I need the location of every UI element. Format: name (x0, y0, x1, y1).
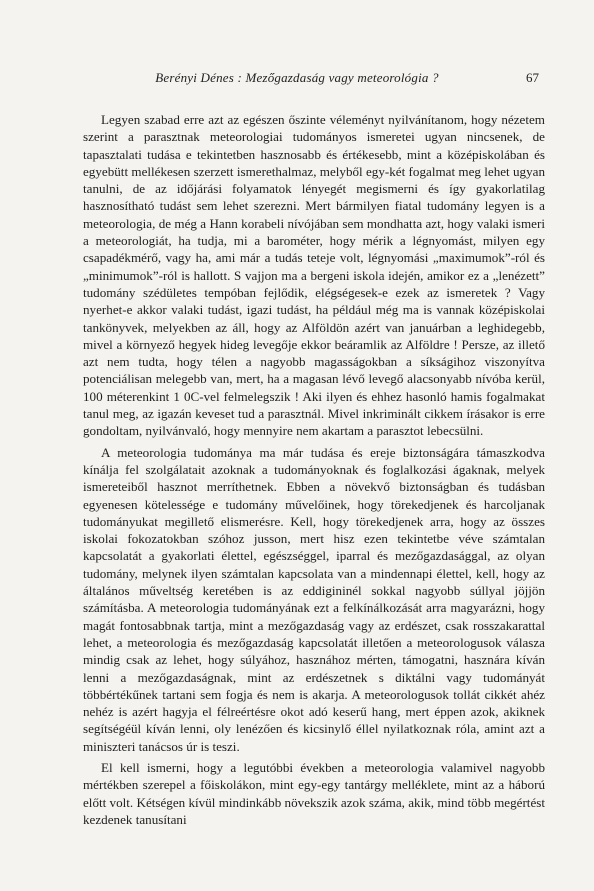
running-title: Berényi Dénes : Mezőgazdaság vagy meteorológia ? (155, 70, 439, 85)
page-number: 67 (526, 70, 539, 85)
paragraph-3: El kell ismerni, hogy a legutóbbi években a meteorologia valamivel nagyobb mértékben szerepel a főiskolákon, mint egy-egy tantárgy melléklete, mint az a háború előtt volt. Kétségen kívül mindinkább növekszik azok száma, akik, mind több megértést kezdenek tanusítani (83, 759, 545, 827)
paragraph-1: Legyen szabad erre azt az egészen őszinte véleményt nyilvánítanom, hogy nézetem szerint a parasztnak meteorologiai tudományos ismeretei ugyan nincsenek, de tapasztalati tudása e tekintetben hasznosabb és értékesebb, mint a középiskolában és egyebütt mellékesen szerzett ismerethalmaz, melyből egy-két fogalmat meg lehet ugyan tanulni, de az időjárási folyamatok lényegét megismerni és így gyakorlatilag hasznosítható tudást sem lehet szerezni. Mert bármilyen fiatal tudomány legyen is a meteorologia, de még a Hann korabeli nívójában sem mondhatta azt, hogy valaki ismeri a meteorologiát, ha tudja, mi a barométer, hogy mérik a légnyomást, milyen egy csapadékmérő, vagy ha, ami már a tudás teteje volt, légnyomási „maximumok”-ról és „minimumok”-ról is hallott. S vajjon ma a bergeni iskola idején, amikor ez a „lenézett” tudomány szédületes tempóban fejlődik, elégségesek-e ezek az ismeretek ? Vagy nyerhet-e akkor valaki tudást, igazi tudást, ha például még ma is vannak középiskolai tankönyvek, melyekben az áll, hogy az Alföldön azért van januárban a leghidegebb, mivel a környező hegyek hideg levegője ekkor beáramlik az Alföldre ! Persze, az illető azt nem tudta, hogy télen a nagyobb magasságokban a síkságihoz viszonyítva potenciálisan melegebb van, mert, ha a magasan lévő levegő alacsonyabb nívóba kerül, 100 méterenkint 1 0C-vel felmelegszik ! Aki ilyen és ehhez hasonló hamis fogalmakat tanul meg, az igazán keveset tud a parasztnál. Mivel inkriminált cikkem írásakor is erre gondoltam, nyilvánvaló, hogy mennyire nem akartam a parasztot lebecsülni. (83, 112, 545, 439)
paragraph-2: A meteorologia tudománya ma már tudása és ereje biztonságára támaszkodva kínálja fel szolgálatait azoknak a tudományoknak és foglalkozási ágaknak, melyek ismereteiből hasznot merríthetnek. Ebben a növekvő biztonságban és tudásban egyenesen kötelessége e tudomány művelőinek, hogy törekedjenek és harcoljanak tudományukat megillető elismerésre. Kell, hogy törekedjenek arra, hogy az összes iskolai fokozatokban szóhoz jusson, mert hisz ezen tekintetbe véve számtalan kapcsolatát a gyakorlati élettel, egészséggel, iparral és mezőgazdasággal, az olyan tudomány, melynek ilyen számtalan kapcsolata van a mindennapi élettel, kell, hogy az általános műveltség keretében is az eddigininél sokkal nagyobb súllyal jöjjön számításba. A meteorologia tudományának ezt a felkínálkozását arra magyarázni, hogy magát fontosabbnak tartja, mint a mezőgazdaság vagy az erdészet, csak rosszakarattal lehet, a meteorologia és mezőgazdaság kapcsolatát illetően a meteorologusok válasza mindig csak az lehet, hogy súlyához, hasznához mérten, támogatni, hasznára kíván lenni a mezőgazdaságnak, mint az erdészetnek s diktálni vagy tudományát többértékűnek tartani sem fogja és nem is akarja. A meteorologusok tollát cikkét ahéz nehéz is azért hagyja el félreértésre okot adó keserű hang, mert éppen azok, akiknek segítségéül kíván lenni, oly lenézően és kicsinylő éllel nyilatkoznak róla, amint azt a miniszteri tanácsos úr is teszi. (83, 444, 545, 754)
body-text (83, 111, 545, 828)
running-head (0, 69, 594, 87)
